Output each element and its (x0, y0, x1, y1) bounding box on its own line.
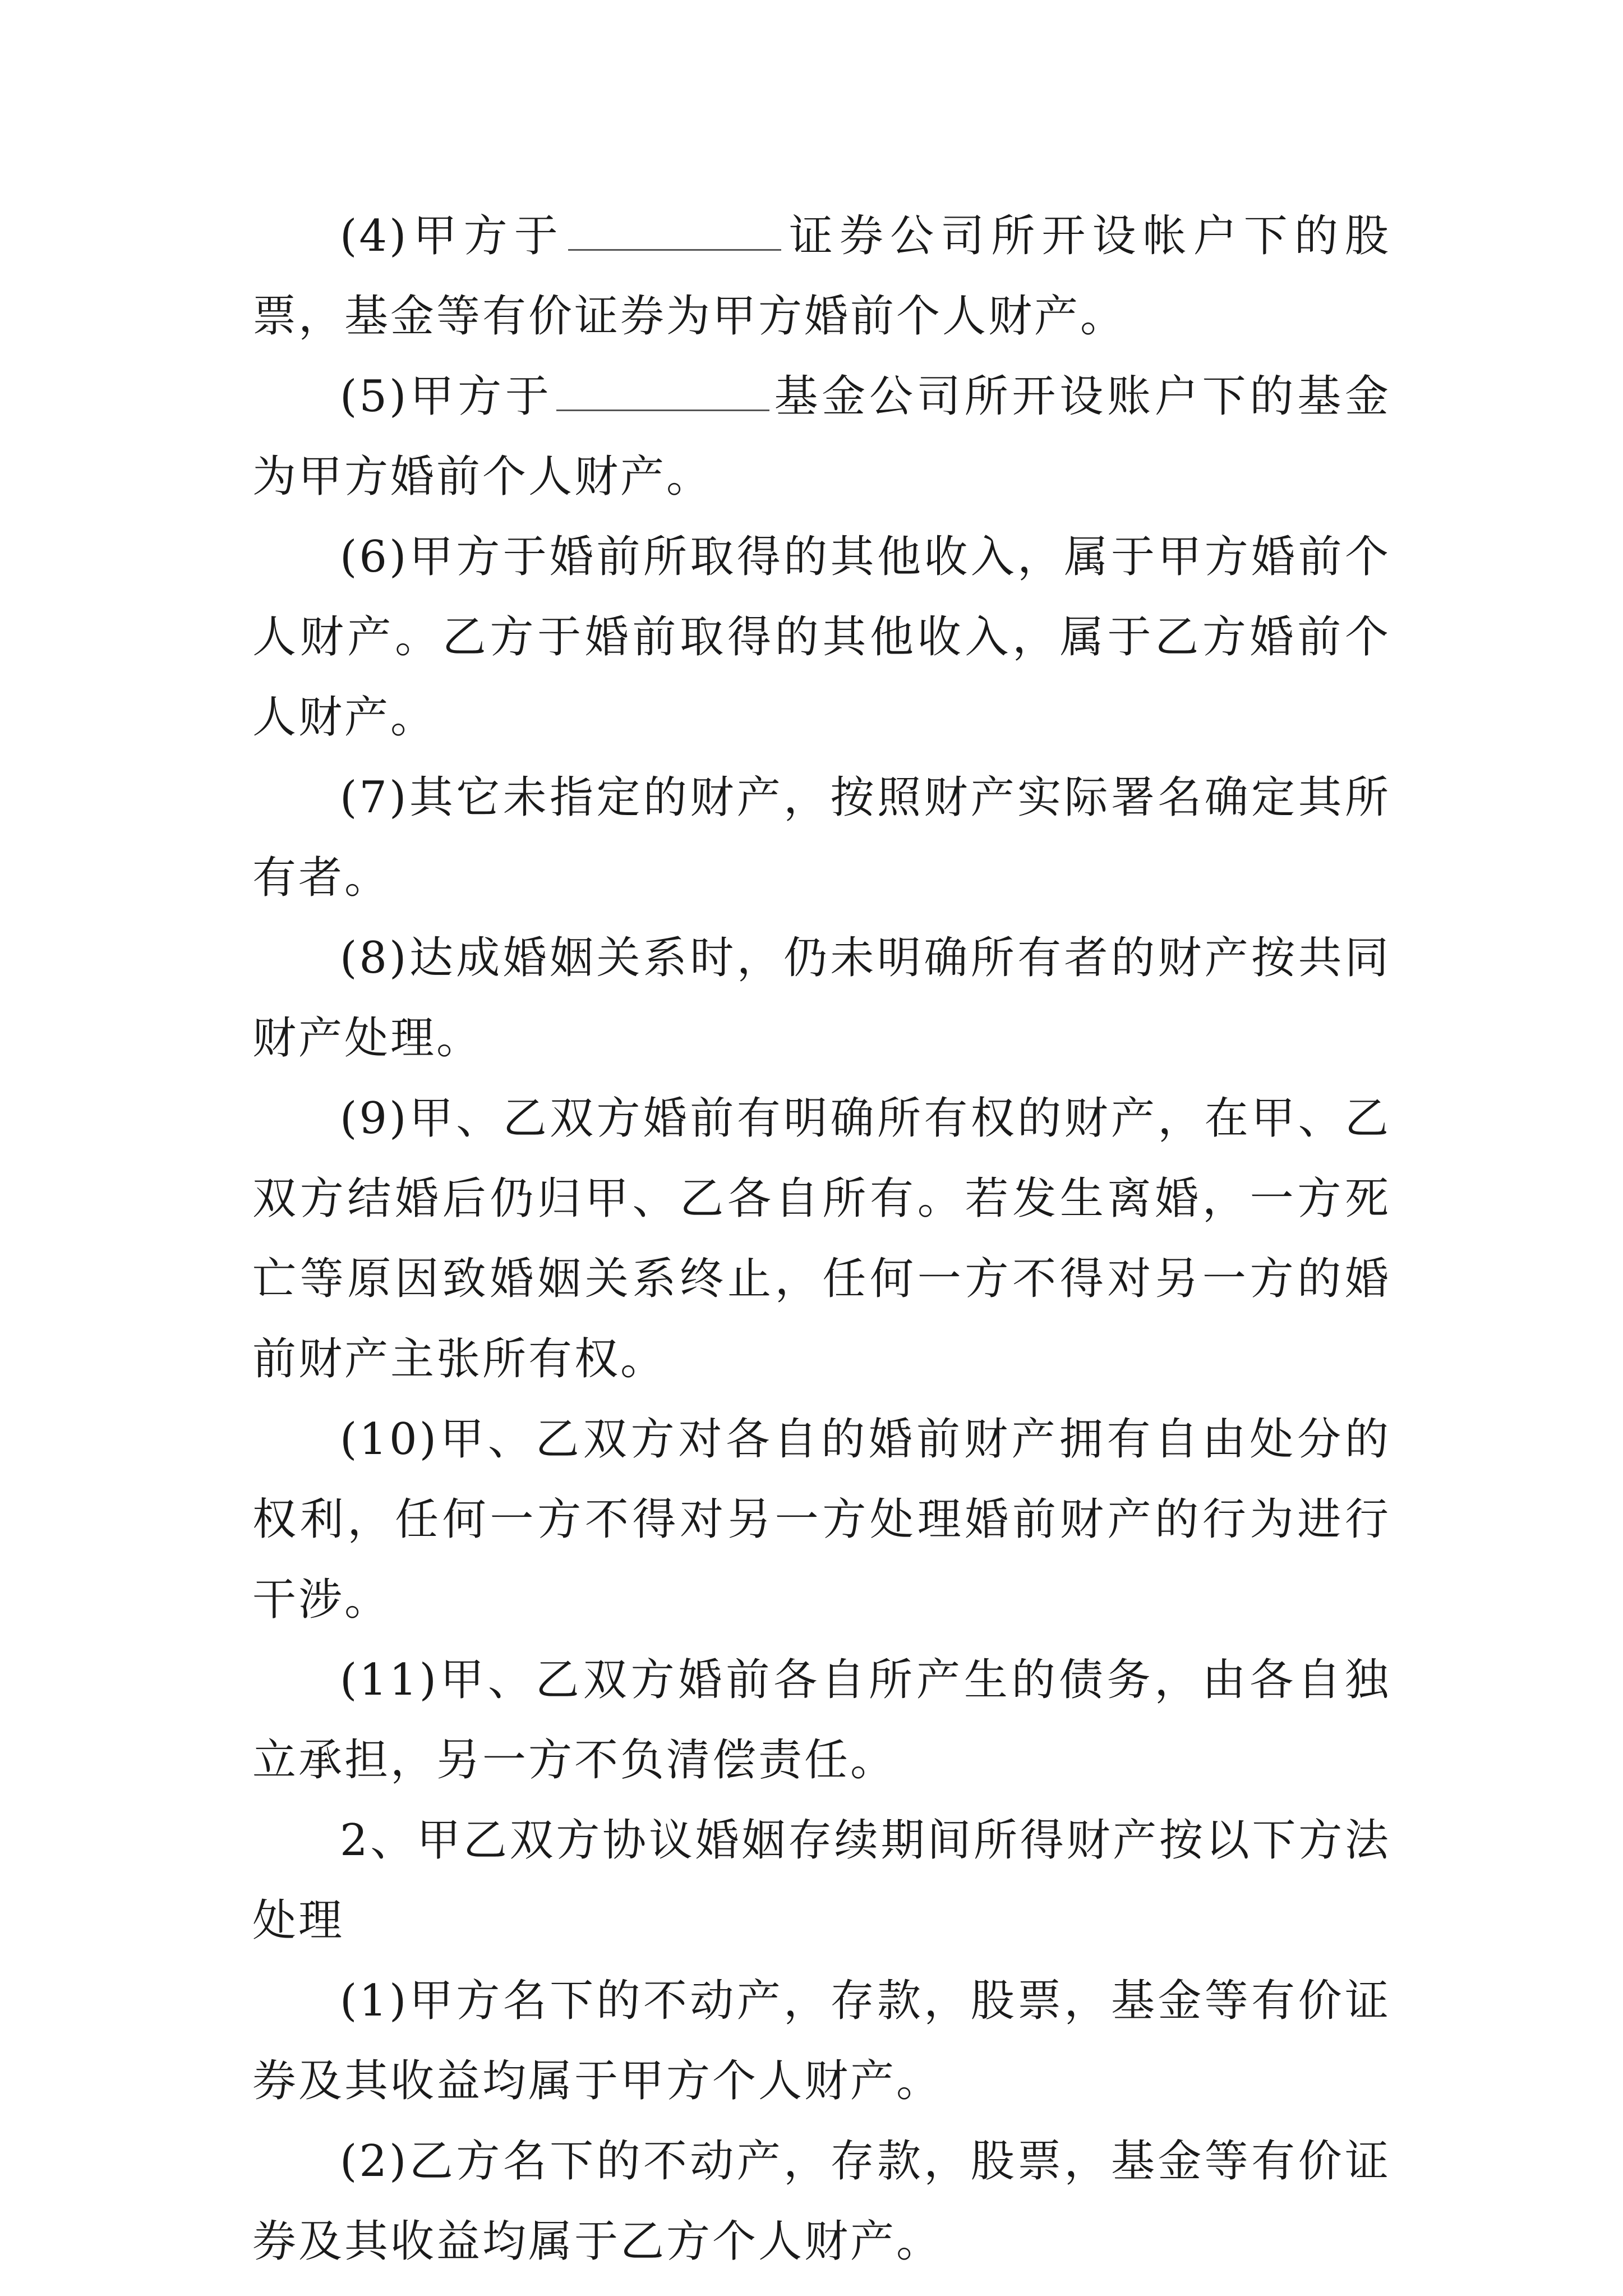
clause-10: (10)甲、乙双方对各自的婚前财产拥有自由处分的权利，任何一方不得对另一方处理婚前财产的行为进行干涉。 (252, 1414, 1391, 1625)
clause-4 (252, 196, 1391, 357)
clause-9: (9)甲、乙双方婚前有明确所有权的财产，在甲、乙双方结婚后仍归甲、乙各自所有。若发生离婚，一方死亡等原因致婚姻关系终止，任何一方不得对另一方的婚前财产主张所有权。 (252, 1093, 1391, 1384)
clause-6: (6)甲方于婚前所取得的其他收入，属于甲方婚前个人财产。乙方于婚前取得的其他收入，属于乙方婚前个人财产。 (252, 532, 1391, 743)
section-2-heading: 2、甲乙双方协议婚姻存续期间所得财产按以下方法处理 (252, 1815, 1391, 1946)
section-2-clause-1: (1)甲方名下的不动产，存款，股票，基金等有价证券及其收益均属于甲方个人财产。 (252, 1976, 1391, 2106)
clause-5-rest: 基金公司所开设账户下的基金为甲方婚前个人财产。 (252, 371, 1391, 502)
document-body (252, 196, 1391, 2282)
fund-company-blank (556, 376, 769, 411)
clause-8: (8)达成婚姻关系时，仍未明确所有者的财产按共同财产处理。 (252, 933, 1391, 1064)
clause-4-lead: (4)甲方于 (340, 211, 565, 261)
securities-company-blank (568, 215, 781, 251)
clause-11: (11)甲、乙双方婚前各自所产生的债务，由各自独立承担，另一方不负清偿责任。 (252, 1655, 1391, 1786)
clause-7: (7)其它未指定的财产，按照财产实际署名确定其所有者。 (252, 772, 1391, 903)
clause-4-rest: 证券公司所开设帐户下的股票，基金等有价证券为甲方婚前个人财产。 (252, 211, 1391, 342)
clause-5 (252, 357, 1391, 517)
section-2-clause-2: (2)乙方名下的不动产，存款，股票，基金等有价证券及其收益均属于乙方个人财产。 (252, 2136, 1391, 2267)
clause-5-lead: (5)甲方于 (340, 371, 553, 422)
